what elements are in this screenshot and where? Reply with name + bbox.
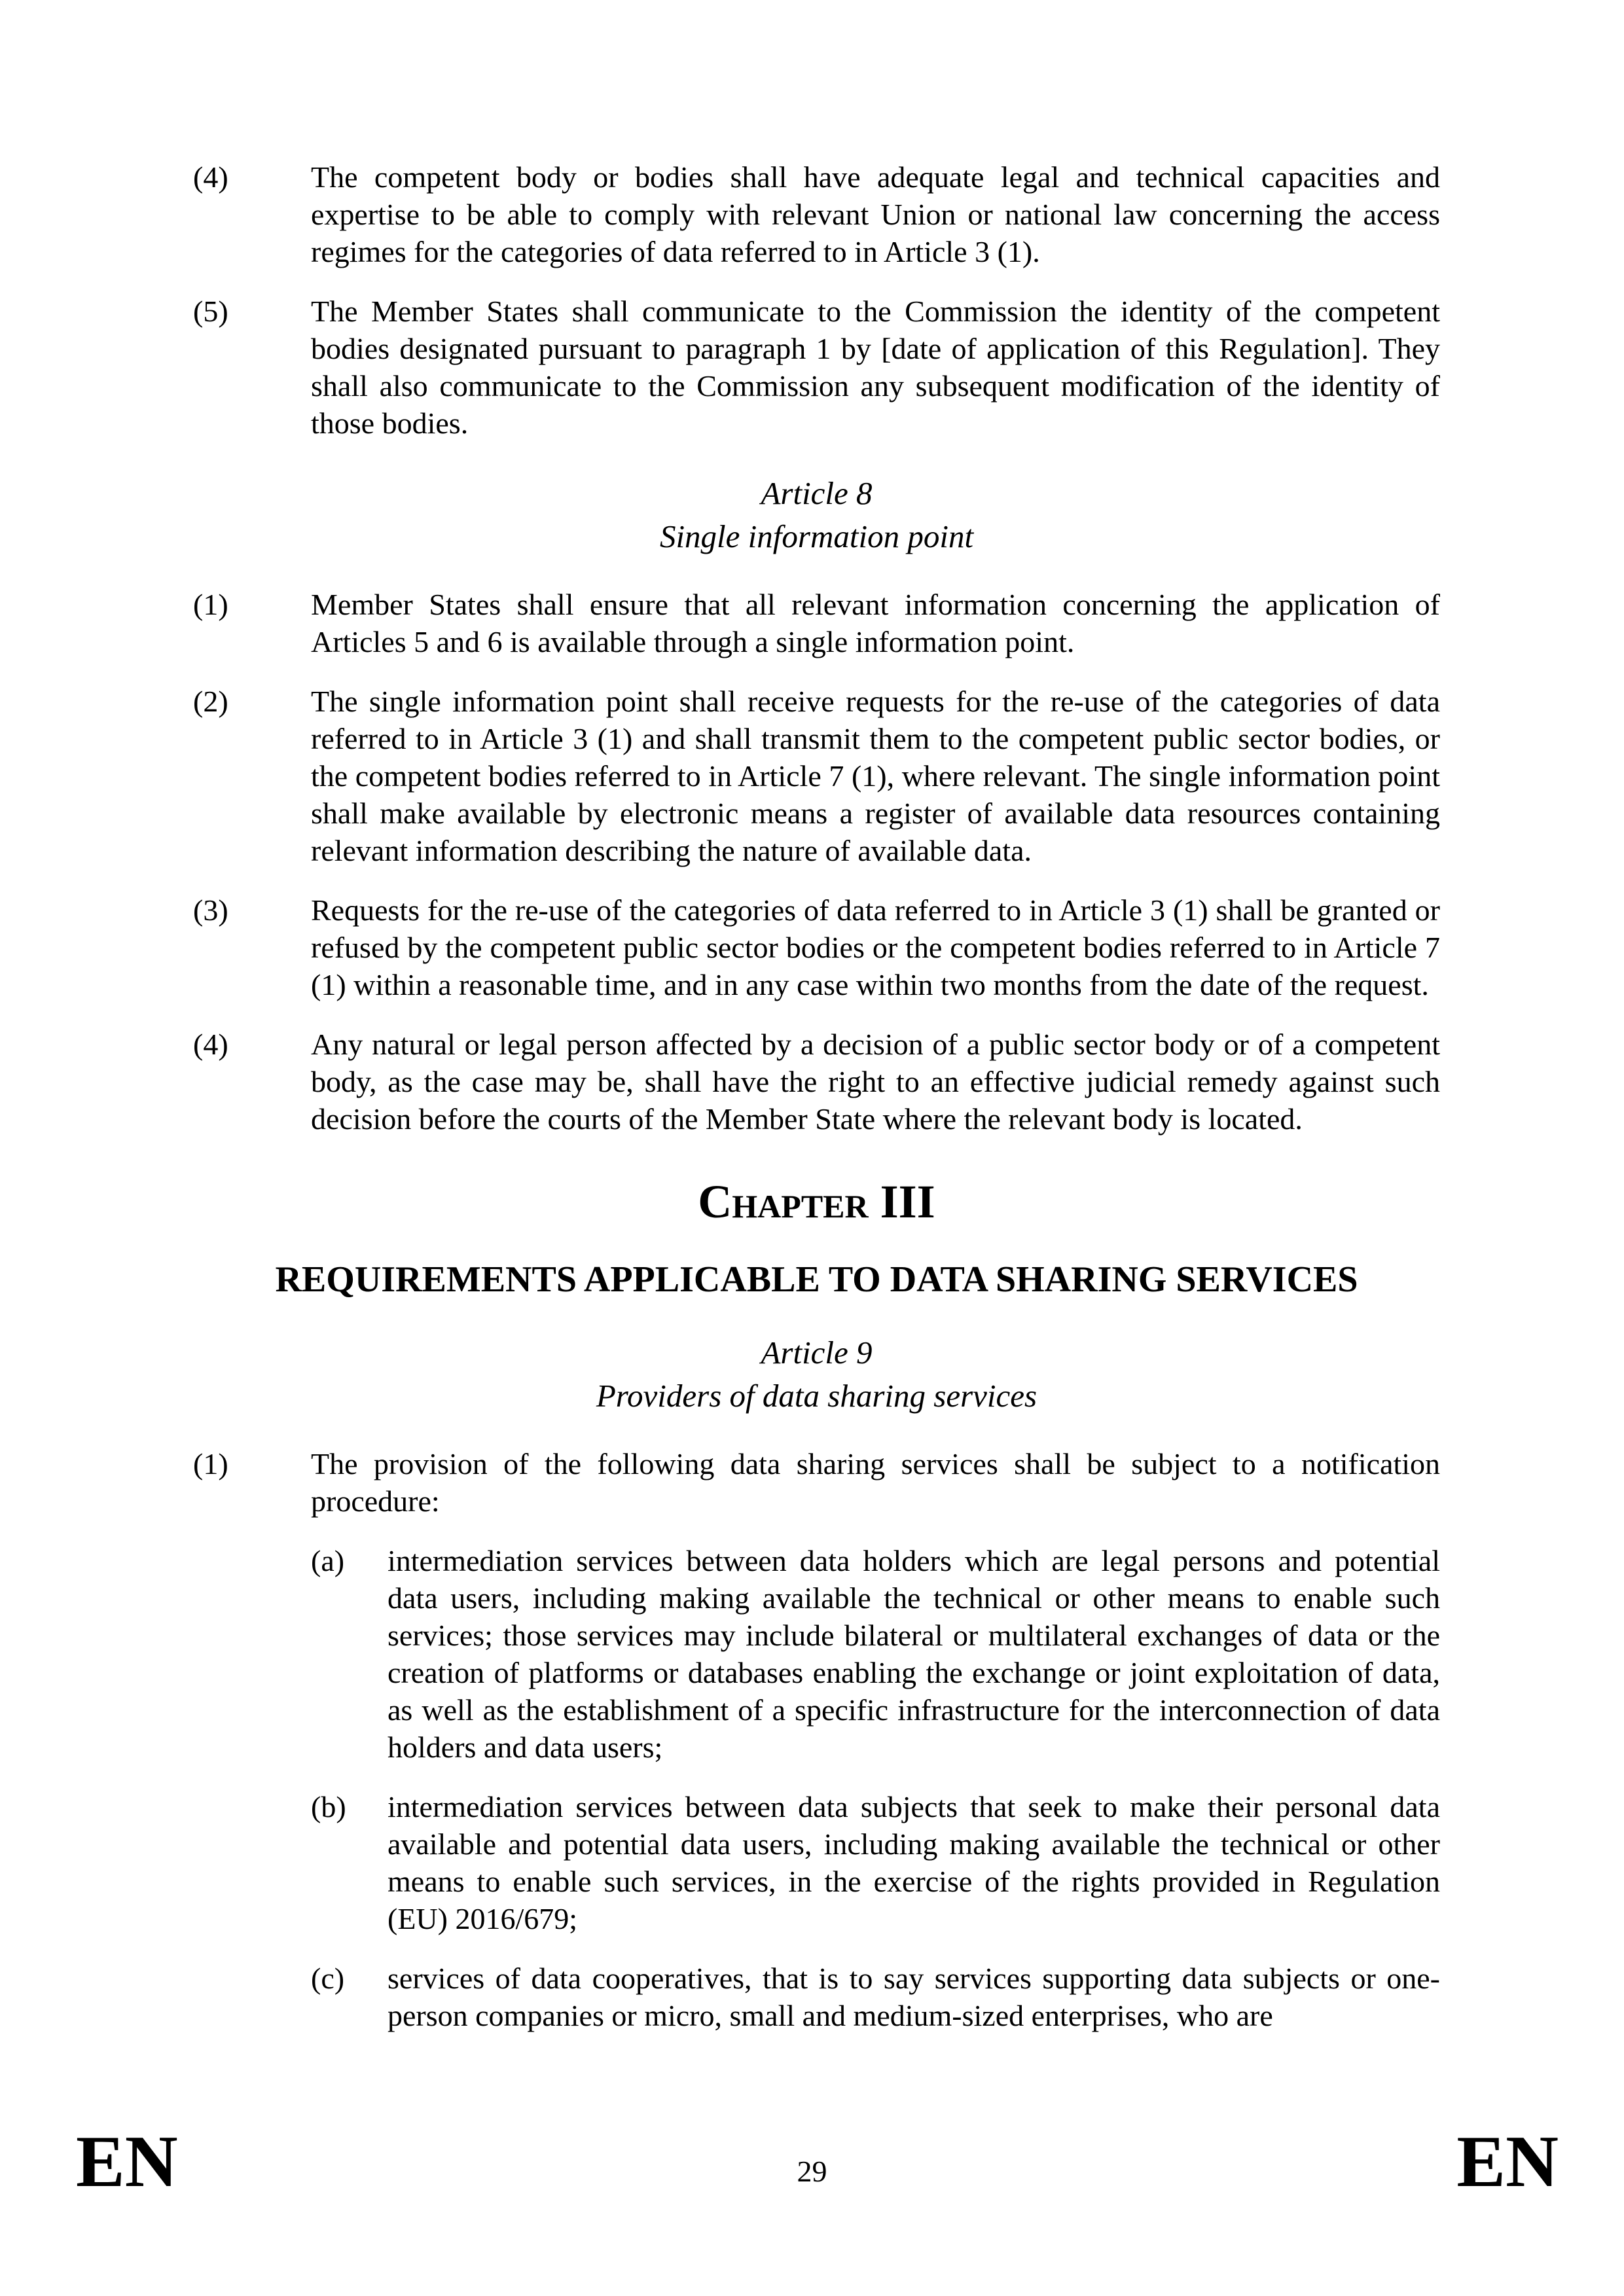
numbered-paragraph <box>193 586 1440 660</box>
article-9-title: Article 9 <box>761 1335 873 1371</box>
lettered-point <box>311 1788 1440 1937</box>
footer-language-left: EN <box>76 2121 178 2202</box>
point-label: (a) <box>311 1544 345 1577</box>
numbered-paragraph <box>193 683 1440 869</box>
paragraph-number: (5) <box>193 295 228 328</box>
article-8-heading <box>193 472 1440 558</box>
paragraph-number: (4) <box>193 160 228 194</box>
point-text: intermediation services between data holders which are legal persons and potential data users, including making available the technical or other means to enable such services; those services may include bilateral or multilateral exchanges of data or the creation of platforms or databases enabling the exchange or joint exploitation of data, as well as the establishment of a specific infrastructure for the interconnection of data holders and data users; <box>388 1544 1440 1764</box>
paragraph-text: Any natural or legal person affected by a decision of a public sector body or of a competent body, as the case may be, shall have the right to an effective judicial remedy against such decision before the courts of the Member State where the relevant body is located. <box>311 1028 1440 1136</box>
paragraph-text: Member States shall ensure that all relevant information concerning the application of Articles 5 and 6 is available through a single information point. <box>311 588 1440 658</box>
chapter-3-heading <box>193 1175 1440 1301</box>
page-content <box>193 158 1440 2056</box>
chapter-3-title: REQUIREMENTS APPLICABLE TO DATA SHARING SERVICES <box>275 1259 1358 1300</box>
article-9-subtitle: Providers of data sharing services <box>596 1378 1038 1414</box>
lettered-point <box>311 1960 1440 2034</box>
numbered-paragraph <box>193 1026 1440 1138</box>
paragraph-text: The Member States shall communicate to the Commission the identity of the competent bodies designated pursuant to paragraph 1 by [date of application of this Regulation]. They shall also communicate to the Commission any subsequent modification of the identity of those bodies. <box>311 295 1440 440</box>
paragraph-number: (4) <box>193 1028 228 1061</box>
numbered-paragraph <box>193 158 1440 270</box>
point-text: intermediation services between data subjects that seek to make their personal data available and potential data users, including making available the technical or other means to enable such services, in the exercise of the rights provided in Regulation (EU) 2016/679; <box>388 1790 1440 1935</box>
numbered-paragraph <box>193 891 1440 1003</box>
paragraph-text <box>311 1445 1440 2034</box>
point-label: (b) <box>311 1790 346 1823</box>
paragraph-number: (3) <box>193 893 228 927</box>
numbered-paragraph <box>193 293 1440 442</box>
footer-language-right: EN <box>1456 2121 1559 2202</box>
numbered-paragraph <box>193 1445 1440 2034</box>
paragraph-text: The single information point shall receive requests for the re-use of the categories of data referred to in Article 3 (1) and shall transmit them to the competent public sector bodies, or the competent bodies referred to in Article 7 (1), where relevant. The single information point shall make available by electronic means a register of available data resources containing relevant information describing the nature of available data. <box>311 685 1440 867</box>
paragraph-number: (1) <box>193 588 228 621</box>
lettered-point <box>311 1542 1440 1766</box>
lettered-points <box>311 1542 1440 2034</box>
paragraph-text: The competent body or bodies shall have adequate legal and technical capacities and expertise to be able to comply with relevant Union or national law concerning the access regimes for the categories of data referred to in Article 3 (1). <box>311 160 1440 268</box>
paragraph-number: (1) <box>193 1447 228 1480</box>
article-8-subtitle: Single information point <box>659 518 974 554</box>
point-label: (c) <box>311 1962 345 1995</box>
article-9-heading <box>193 1331 1440 1418</box>
paragraph-text: Requests for the re-use of the categories of data referred to in Article 3 (1) shall be granted or refused by the competent public sector bodies or the competent bodies referred to in Article 7 (1) within a reasonable time, and in any case within two months from the date of the request. <box>311 893 1440 1001</box>
paragraph-number: (2) <box>193 685 228 718</box>
paragraph-lead-text: The provision of the following data sharing services shall be subject to a notification procedure: <box>311 1447 1440 1518</box>
article-8-title: Article 8 <box>761 475 873 511</box>
page-number: 29 <box>797 2155 827 2188</box>
chapter-3-number: Chapter III <box>698 1175 935 1228</box>
point-text: services of data cooperatives, that is to say services supporting data subjects or one-person companies or micro, small and medium-sized enterprises, who are <box>388 1962 1440 2032</box>
